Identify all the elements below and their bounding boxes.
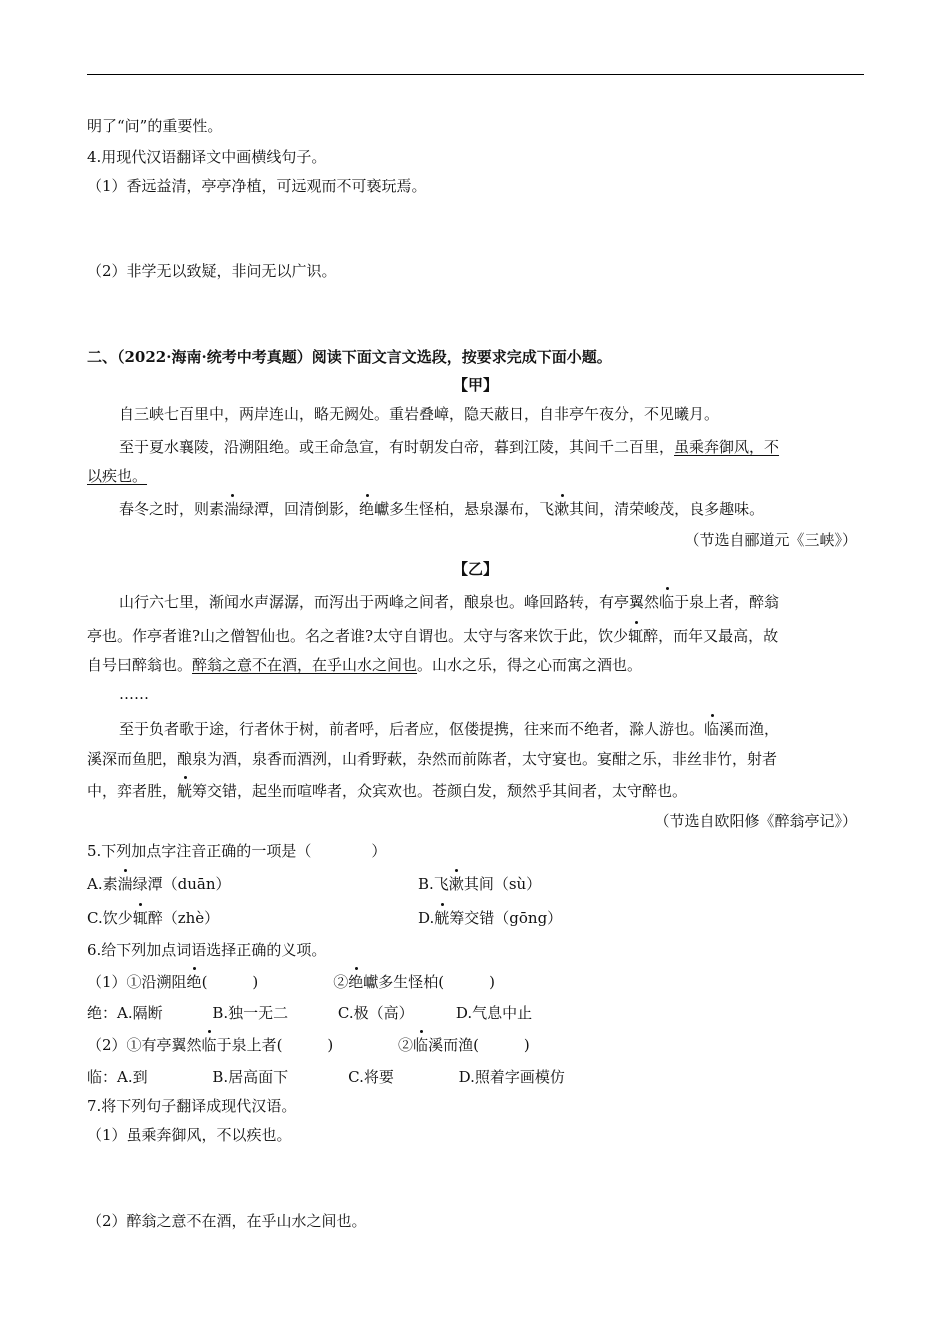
text: ( ) ② [201,973,349,991]
yi-paragraph-1-line-2 [87,626,778,646]
jia-source: （节选自郦道元《三峡》） [684,531,857,549]
question-7-title: 7.将下列句子翻译成现代汉语。 [87,1097,297,1115]
question-7-sentence-1: （1）虽乘奔御风，不以疾也。 [87,1126,292,1144]
text: 山行六七里，渐闻水声潺潺，而泻出于两峰之间者，酿泉也。峰回路转，有亭翼然 [119,593,660,611]
option-c[interactable] [87,908,219,928]
option-b[interactable] [418,874,541,894]
passage-yi-label: 【乙】 [452,560,498,578]
question-5-title: 5.下列加点字注音正确的一项是（ ） [87,842,387,860]
text: 至于负者歌于途，行者休于树，前者呼，后者应，伛偻提携，往来而不绝者，滁人游也。 [119,720,705,738]
text: C.饮少 [87,909,133,927]
text: A.素 [87,875,118,893]
ellipsis: …… [119,685,149,703]
option-d[interactable] [418,908,562,928]
dotted-char: 漱 [554,500,570,518]
jia-paragraph-2-line-2 [87,466,147,486]
jia-paragraph-2-line-1 [119,437,779,457]
dotted-char: 临 [659,593,675,611]
question-4-title: 4.用现代汉语翻译文中画横线句子。 [87,148,327,166]
text: 筹交错（gōng） [449,909,563,927]
jia-paragraph-3 [119,499,764,519]
text: （1）①沿溯阻 [87,973,187,991]
dotted-char: 绝 [359,500,375,518]
underlined-sentence: 虽乘奔御风，不 [674,438,780,456]
passage-jia-label: 【甲】 [452,376,498,394]
section-2-heading: 二、（2022·海南·统考中考真题）阅读下面文言文选段，按要求完成下面小题。 [87,348,612,366]
question-6-row-2 [87,1035,530,1055]
yi-paragraph-2-line-3 [87,781,687,801]
dotted-char: 临 [413,1036,429,1054]
dotted-char: 绝 [186,973,202,991]
text-line: 明了“问”的重要性。 [87,117,223,135]
text: D. [418,909,435,927]
jia-paragraph-1: 自三峡七百里中，两岸连山，略无阙处。重岩叠嶂，隐天蔽日，自非亭午夜分，不见曦月。 [119,405,720,423]
dotted-char: 辄 [628,627,644,645]
question-6-title: 6.给下列加点词语选择正确的义项。 [87,941,327,959]
text: 自号曰醉翁也。 [87,656,193,674]
yi-source: （节选自欧阳修《醉翁亭记》） [654,812,857,830]
header-rule [87,74,864,75]
lin-options: 临：A.到 B.居高面下 C.将要 D.照着字画模仿 [87,1068,565,1086]
option-a[interactable] [87,874,231,894]
dotted-char: 漱 [448,875,464,893]
text: （2）①有亭翼然 [87,1036,202,1054]
dotted-char: 绝 [348,973,364,991]
question-4-sentence-2: （2）非学无以致疑，非问无以广识。 [87,262,337,280]
text: 。山水之乐，得之心而寓之酒也。 [417,656,643,674]
text: 于泉上者( ) ② [216,1036,414,1054]
dotted-char: 觥 [177,782,193,800]
question-7-sentence-2: （2）醉翁之意不在酒，在乎山水之间也。 [87,1212,367,1230]
yi-paragraph-2-line-1 [119,719,779,739]
text: 绿潭（duān） [132,875,231,893]
text: 筹交错，起坐而喧哗者，众宾欢也。苍颜白发，颓然乎其间者，太守醉也。 [192,782,688,800]
dotted-char: 辄 [132,909,148,927]
text: 醉（zhè） [147,909,220,927]
dotted-char: 觥 [434,909,450,927]
yi-paragraph-1-line-3 [87,655,642,675]
text: 亭也。作亭者谁?山之僧智仙也。名之者谁?太守自谓也。太守与客来饮于此，饮少 [87,627,629,645]
text: 绿潭，回清倒影， [239,500,360,518]
text: B.飞 [418,875,449,893]
text: 溪而渔， [719,720,780,738]
underlined-sentence: 醉翁之意不在酒，在乎山水之间也 [192,656,418,674]
yi-paragraph-1-line-1 [119,592,779,612]
underlined-sentence: 以疾也。 [87,467,148,485]
dotted-char: 湍 [224,500,240,518]
text: 巘多生怪柏，悬泉瀑布，飞 [374,500,555,518]
dotted-char: 湍 [117,875,133,893]
text: 春冬之时，则素 [119,500,225,518]
text: 醉，而年又最高，故 [643,627,779,645]
text: 溪而渔( ) [428,1036,530,1054]
text: 其间（sù） [463,875,542,893]
question-4-sentence-1: （1）香远益清，亭亭净植，可远观而不可亵玩焉。 [87,177,427,195]
yi-paragraph-2-line-2: 溪深而鱼肥，酿泉为酒，泉香而酒洌，山肴野蔌，杂然而前陈者，太守宴也。宴酣之乐，非丝非竹，射者 [87,750,778,768]
text: 巘多生怪柏( ) [363,973,496,991]
question-6-row-1 [87,972,495,992]
jue-options: 绝：A.隔断 B.独一无二 C.极（高） D.气息中止 [87,1004,533,1022]
text: 至于夏水襄陵，沿溯阻绝。或王命急宣，有时朝发白帝，暮到江陵，其间千二百里， [119,438,675,456]
text: 中，弈者胜， [87,782,178,800]
dotted-char: 临 [704,720,720,738]
dotted-char: 临 [201,1036,217,1054]
text: 其间，清荣峻茂，良多趣味。 [569,500,765,518]
text: 于泉上者，醉翁 [674,593,780,611]
